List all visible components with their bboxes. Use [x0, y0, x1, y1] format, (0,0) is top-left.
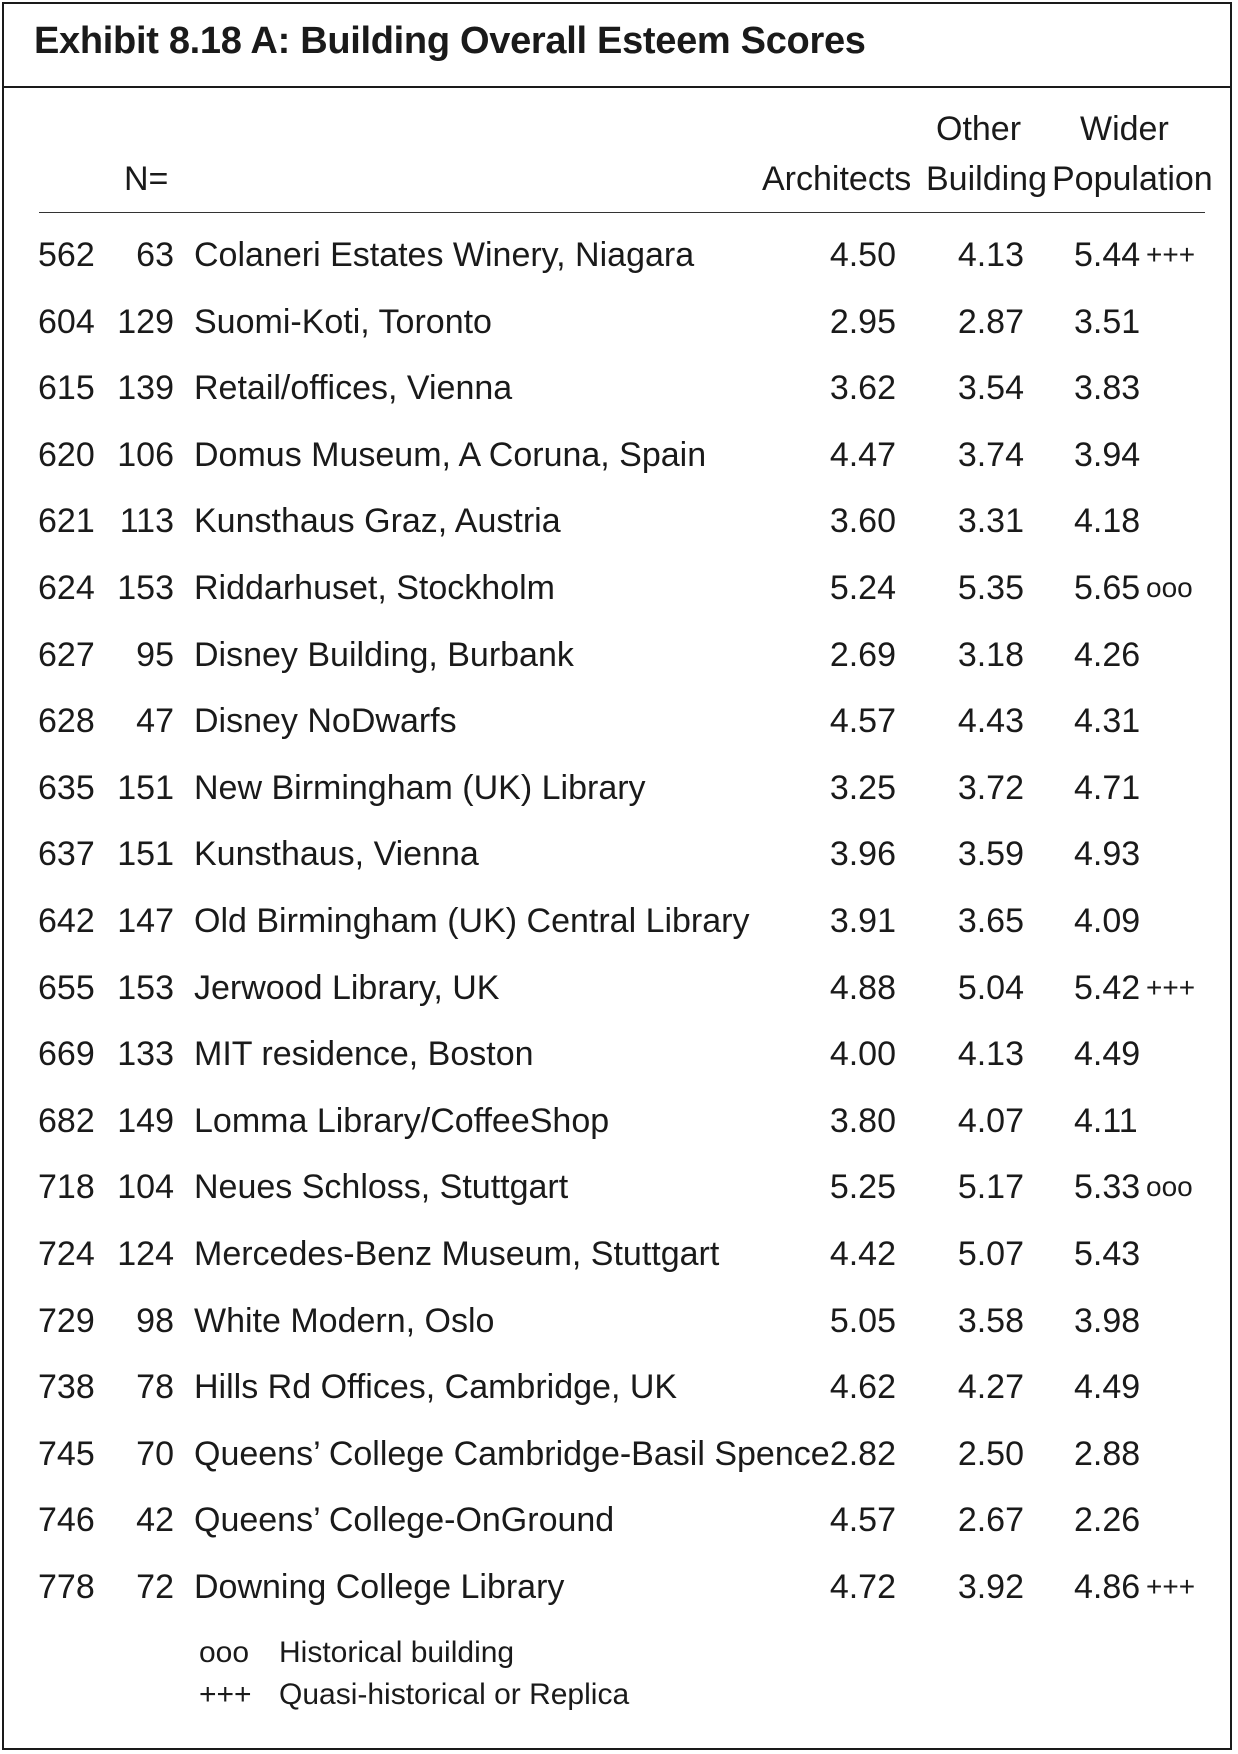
- row-wider-population-score: 3.94: [1074, 435, 1141, 474]
- row-historical-mark: ooo: [1146, 1171, 1193, 1203]
- table-row: [4, 1487, 1230, 1553]
- row-architects-score: 2.69: [829, 635, 896, 674]
- row-wider-population-score: 4.71: [1074, 768, 1141, 807]
- legend-item: [199, 1636, 514, 1670]
- row-n: 95: [136, 635, 174, 674]
- row-id: 682: [38, 1101, 95, 1140]
- row-id: 642: [38, 902, 95, 940]
- row-building-name: Queens’ College Cambridge-Basil Spence: [194, 1434, 830, 1473]
- table-row: [4, 622, 1230, 688]
- row-architects-score: 4.00: [829, 1035, 896, 1074]
- row-n: 47: [136, 702, 174, 741]
- row-other-building-score: 5.35: [957, 569, 1024, 607]
- row-wider-population-score: 4.49: [1074, 1368, 1141, 1407]
- row-building-name: Suomi-Koti, Toronto: [194, 302, 492, 341]
- row-architects-score: 4.88: [829, 968, 896, 1007]
- row-other-building-score: 4.27: [957, 1368, 1024, 1407]
- row-n: 129: [117, 302, 174, 341]
- row-n: 153: [117, 968, 174, 1007]
- row-wider-population-score: 3.98: [1074, 1301, 1141, 1340]
- row-building-name: Disney Building, Burbank: [194, 635, 574, 674]
- row-wider-population-score: 2.88: [1074, 1434, 1141, 1473]
- row-id: 628: [38, 702, 95, 741]
- row-wider-population-score: 3.51: [1074, 302, 1141, 341]
- row-architects-score: 4.47: [829, 435, 896, 474]
- row-architects-score: 5.25: [829, 1168, 896, 1207]
- row-n: 98: [136, 1301, 174, 1340]
- row-building-name: Hills Rd Offices, Cambridge, UK: [194, 1368, 678, 1407]
- table-row: [4, 555, 1230, 621]
- exhibit-title: Exhibit 8.18 A: Building Overall Esteem Scores: [34, 20, 866, 62]
- row-architects-score: 4.42: [829, 1235, 896, 1273]
- row-n: 63: [136, 236, 174, 274]
- table-row: [4, 1554, 1230, 1620]
- row-other-building-score: 3.92: [957, 1568, 1024, 1606]
- table-row: [4, 1288, 1230, 1354]
- row-id: 738: [38, 1368, 95, 1407]
- row-wider-population-score: 5.44: [1074, 236, 1141, 274]
- table-row: [4, 955, 1230, 1021]
- table-row: [4, 1421, 1230, 1487]
- row-other-building-score: 3.65: [957, 902, 1024, 940]
- table-row: [4, 488, 1230, 554]
- row-other-building-score: 3.58: [957, 1301, 1024, 1340]
- row-n: 78: [136, 1368, 174, 1407]
- row-wider-population-score: 4.11: [1074, 1101, 1138, 1140]
- row-architects-score: 2.95: [829, 302, 896, 341]
- row-n: 151: [117, 835, 174, 874]
- row-id: 562: [38, 236, 95, 274]
- row-architects-score: 3.60: [829, 502, 896, 541]
- row-building-name: Colaneri Estates Winery, Niagara: [194, 236, 695, 274]
- row-architects-score: 3.96: [829, 835, 896, 874]
- row-wider-population-score: 5.33: [1074, 1168, 1141, 1207]
- row-building-name: Kunsthaus Graz, Austria: [194, 502, 561, 541]
- row-architects-score: 2.82: [829, 1434, 896, 1473]
- row-building-name: Disney NoDwarfs: [194, 702, 457, 741]
- row-building-name: Downing College Library: [194, 1568, 565, 1606]
- row-id: 620: [38, 435, 95, 474]
- row-historical-mark: ooo: [1146, 572, 1193, 603]
- row-architects-score: 4.50: [829, 236, 896, 274]
- row-other-building-score: 2.87: [957, 302, 1024, 341]
- header-architects: Architects: [762, 160, 912, 198]
- legend-symbol: ooo: [199, 1636, 250, 1669]
- row-n: 133: [117, 1035, 174, 1074]
- table-row: [4, 821, 1230, 887]
- row-architects-score: 3.91: [829, 902, 896, 940]
- table-row: [4, 888, 1230, 954]
- table-row: [4, 355, 1230, 421]
- row-id: 778: [38, 1568, 95, 1606]
- row-building-name: Old Birmingham (UK) Central Library: [194, 902, 750, 940]
- table-row: [4, 289, 1230, 355]
- row-architects-score: 3.80: [829, 1101, 896, 1140]
- row-id: 718: [38, 1168, 95, 1207]
- table-row: [4, 422, 1230, 488]
- row-building-name: Domus Museum, A Coruna, Spain: [194, 435, 707, 474]
- legend-label: Quasi-historical or Replica: [279, 1678, 630, 1711]
- table-row: [4, 1154, 1230, 1220]
- row-building-name: Retail/offices, Vienna: [194, 369, 513, 408]
- row-other-building-score: 2.67: [957, 1501, 1024, 1540]
- row-building-name: Lomma Library/CoffeeShop: [194, 1101, 610, 1140]
- row-n: 124: [117, 1235, 174, 1273]
- row-id: 729: [38, 1301, 95, 1340]
- row-other-building-score: 4.07: [957, 1101, 1024, 1140]
- row-building-name: Mercedes-Benz Museum, Stuttgart: [194, 1235, 720, 1273]
- row-building-name: New Birmingham (UK) Library: [194, 768, 646, 807]
- row-wider-population-score: 4.93: [1074, 835, 1141, 874]
- row-id: 615: [38, 369, 95, 408]
- row-other-building-score: 4.43: [957, 702, 1024, 741]
- row-n: 72: [136, 1568, 174, 1606]
- row-architects-score: 4.57: [829, 702, 896, 741]
- row-other-building-score: 5.17: [957, 1168, 1024, 1207]
- row-id: 627: [38, 635, 95, 674]
- row-wider-population-score: 4.26: [1074, 635, 1141, 674]
- table-row: [4, 1088, 1230, 1154]
- row-wider-population-score: 4.31: [1074, 702, 1141, 741]
- header-other-line2: Building: [926, 160, 1047, 198]
- row-n: 147: [117, 902, 174, 940]
- row-architects-score: 5.05: [829, 1301, 896, 1340]
- table-row: [4, 222, 1230, 288]
- row-wider-population-score: 4.49: [1074, 1035, 1141, 1074]
- header-wider-line1: Wider: [1080, 110, 1169, 148]
- row-historical-mark: +++: [1146, 239, 1196, 270]
- row-building-name: Neues Schloss, Stuttgart: [194, 1168, 569, 1207]
- row-building-name: Riddarhuset, Stockholm: [194, 569, 555, 607]
- row-wider-population-score: 4.86: [1074, 1568, 1141, 1606]
- row-n: 139: [117, 369, 174, 408]
- table-row: [4, 1021, 1230, 1087]
- legend-item: [199, 1678, 629, 1712]
- row-architects-score: 3.25: [829, 768, 896, 807]
- row-n: 104: [117, 1168, 174, 1207]
- row-other-building-score: 4.13: [957, 236, 1024, 274]
- row-other-building-score: 3.31: [957, 502, 1024, 541]
- row-building-name: Kunsthaus, Vienna: [194, 835, 479, 874]
- row-other-building-score: 3.74: [957, 435, 1024, 474]
- row-other-building-score: 3.72: [957, 768, 1024, 807]
- table-row: [4, 1354, 1230, 1420]
- row-wider-population-score: 3.83: [1074, 369, 1141, 408]
- legend-symbol: +++: [199, 1678, 252, 1711]
- row-n: 42: [136, 1501, 174, 1540]
- row-id: 624: [38, 569, 95, 607]
- row-id: 746: [38, 1501, 95, 1540]
- row-id: 635: [38, 768, 95, 807]
- title-bar: [4, 4, 1230, 88]
- table-row: [4, 688, 1230, 754]
- table-row: [4, 755, 1230, 821]
- row-other-building-score: 3.59: [957, 835, 1024, 874]
- row-building-name: Queens’ College-OnGround: [194, 1501, 615, 1540]
- row-building-name: MIT residence, Boston: [194, 1035, 534, 1074]
- row-n: 70: [136, 1434, 174, 1473]
- row-building-name: White Modern, Oslo: [194, 1301, 495, 1340]
- row-other-building-score: 2.50: [957, 1434, 1024, 1473]
- header-n: N=: [124, 160, 169, 198]
- row-id: 724: [38, 1235, 95, 1273]
- row-wider-population-score: 2.26: [1074, 1501, 1141, 1540]
- row-architects-score: 4.62: [829, 1368, 896, 1407]
- row-other-building-score: 3.54: [957, 369, 1024, 408]
- row-architects-score: 4.72: [829, 1568, 896, 1606]
- row-wider-population-score: 5.42: [1074, 968, 1141, 1007]
- row-other-building-score: 3.18: [957, 635, 1024, 674]
- row-wider-population-score: 4.18: [1074, 502, 1141, 541]
- row-id: 621: [38, 502, 95, 541]
- row-historical-mark: +++: [1146, 971, 1196, 1003]
- row-n: 151: [117, 768, 174, 807]
- row-wider-population-score: 5.65: [1074, 569, 1141, 607]
- row-building-name: Jerwood Library, UK: [194, 968, 500, 1007]
- row-id: 669: [38, 1035, 95, 1074]
- row-other-building-score: 5.07: [957, 1235, 1024, 1273]
- row-n: 149: [117, 1101, 174, 1140]
- row-historical-mark: +++: [1146, 1571, 1196, 1602]
- table-row: [4, 1221, 1230, 1287]
- row-id: 604: [38, 302, 95, 341]
- row-wider-population-score: 4.09: [1074, 902, 1141, 940]
- header-wider-line2: Population: [1052, 160, 1213, 198]
- row-wider-population-score: 5.43: [1074, 1235, 1141, 1273]
- header-rule: [39, 212, 1205, 213]
- row-architects-score: 3.62: [829, 369, 896, 408]
- row-id: 655: [38, 968, 95, 1007]
- row-architects-score: 4.57: [829, 1501, 896, 1540]
- row-n: 113: [119, 502, 174, 541]
- header-other-line1: Other: [936, 110, 1022, 148]
- row-id: 745: [38, 1434, 95, 1473]
- row-other-building-score: 5.04: [957, 968, 1024, 1007]
- row-n: 153: [117, 569, 174, 607]
- exhibit-frame: [2, 2, 1232, 1750]
- row-other-building-score: 4.13: [957, 1035, 1024, 1074]
- row-id: 637: [38, 835, 95, 874]
- row-architects-score: 5.24: [829, 569, 896, 607]
- legend-label: Historical building: [279, 1636, 515, 1669]
- row-n: 106: [117, 435, 174, 474]
